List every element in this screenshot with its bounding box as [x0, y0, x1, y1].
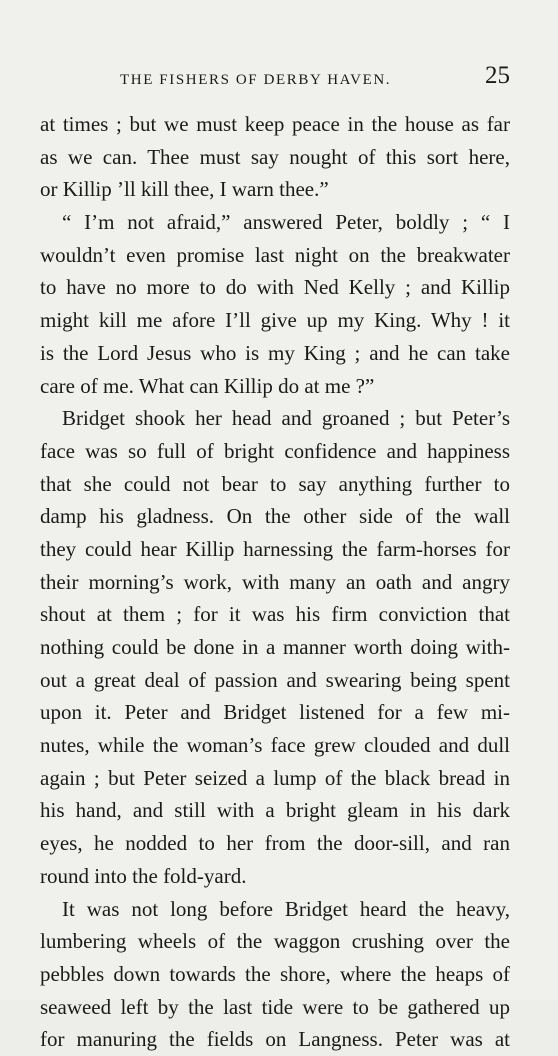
text-line: It was not long before Bridget heard the heavy,	[62, 896, 510, 921]
text-line: face was so full of bright confidence and happiness	[40, 438, 510, 463]
text-line: out a great deal of passion and swearing being spent	[40, 667, 510, 692]
text-line: care of me. What can Killip do at me ?”	[40, 373, 375, 398]
text-line: might kill me afore I’ll give up my King. Why ! it	[40, 308, 510, 333]
page-header	[40, 62, 510, 92]
text-line: nothing could be done in a manner worth doing with-	[40, 635, 510, 659]
text-line: to have no more to do with Ned Kelly ; and Killip	[40, 275, 510, 300]
text-line: upon it. Peter and Bridget listened for a few mi-	[40, 700, 510, 725]
text-line: damp his gladness. On the other side of the wall	[40, 504, 510, 529]
running-title: THE FISHERS OF DERBY HAVEN.	[120, 72, 392, 88]
text-line: nutes, while the woman’s face grew clouded and dull	[40, 733, 510, 758]
text-line: at times ; but we must keep peace in the house as far	[40, 112, 510, 136]
text-line: wouldn’t even promise last night on the breakwater	[40, 242, 510, 267]
text-line: seaweed left by the last tide were to be gathered up	[40, 994, 510, 1019]
text-line: “ I’m not afraid,” answered Peter, boldly ; “ I	[62, 210, 510, 235]
text-line: Bridget shook her head and groaned ; but Peter’s	[62, 406, 510, 431]
text-line: round into the fold-yard.	[40, 863, 247, 888]
text-line: is the Lord Jesus who is my King ; and he can take	[40, 340, 510, 365]
body-text	[40, 108, 510, 1056]
text-line: his hand, and still with a bright gleam in his dark	[40, 798, 510, 823]
text-line: as we can. Thee must say nought of this sort here,	[40, 144, 510, 169]
text-line: lumbering wheels of the waggon crushing over the	[40, 929, 510, 954]
text-line: pebbles down towards the shore, where the heaps of	[40, 961, 510, 986]
text-line: their morning’s work, with many an oath and angry	[40, 569, 510, 594]
text-line: they could hear Killip harnessing the farm-horses for	[40, 536, 510, 561]
page-number: 25	[485, 62, 510, 89]
text-line: or Killip ’ll kill thee, I warn thee.”	[40, 177, 329, 202]
text-line: shout at them ; for it was his firm conviction that	[40, 602, 510, 627]
text-line: that she could not bear to say anything further to	[40, 471, 510, 496]
text-line: eyes, he nodded to her from the door-sill, and ran	[40, 831, 510, 856]
text-line: again ; but Peter seized a lump of the black bread in	[40, 765, 510, 790]
text-line: for manuring the fields on Langness. Peter was at	[40, 1027, 510, 1052]
